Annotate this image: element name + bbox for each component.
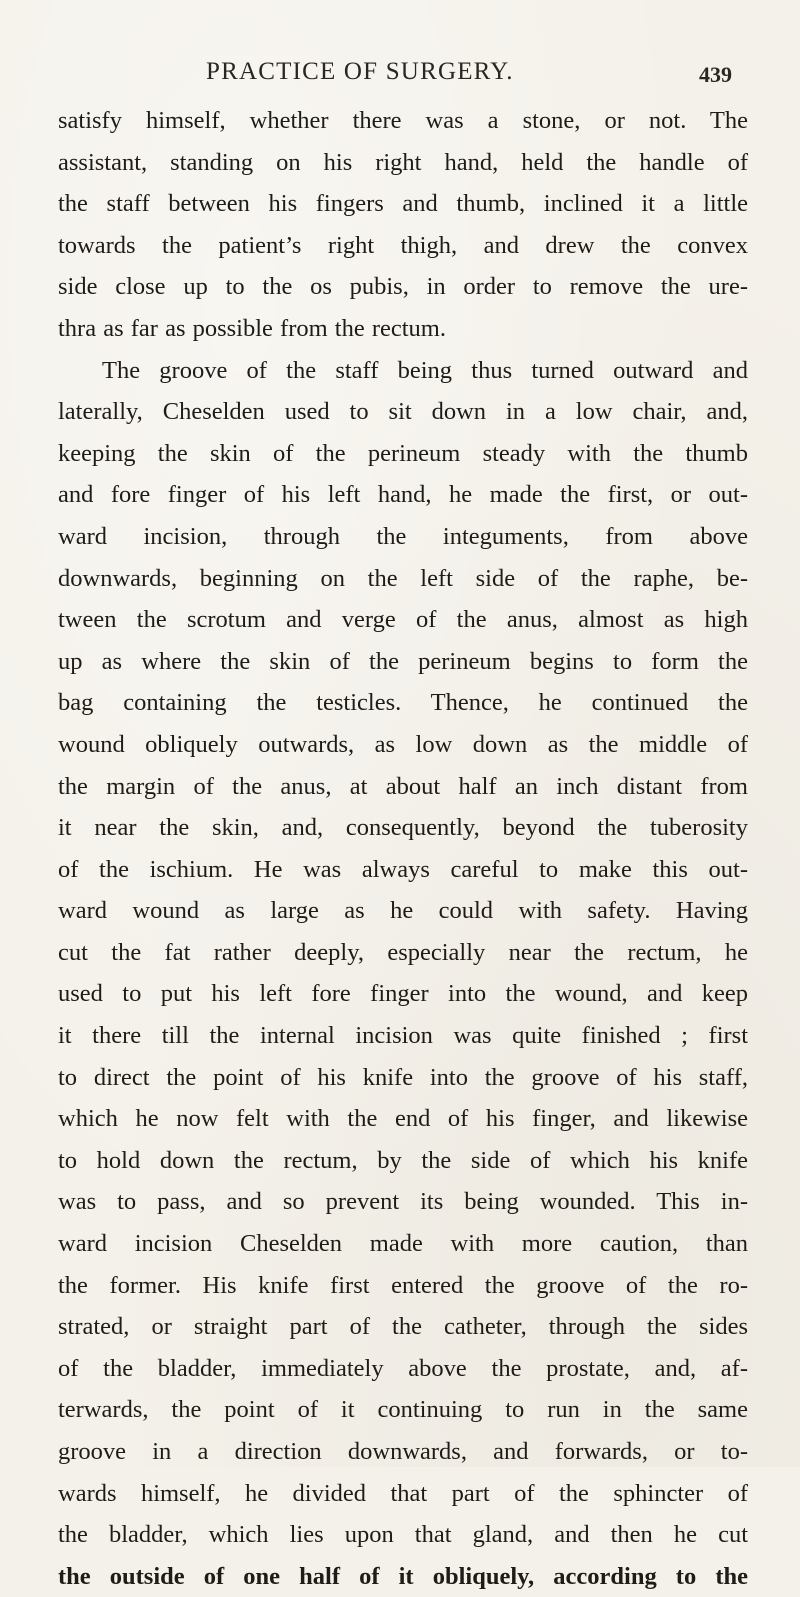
text-line: satisfy himself, whether there was a stone, or not. The xyxy=(58,107,748,134)
text-line: thra as far as possible from the rectum. xyxy=(58,314,446,342)
text-line: it near the skin, and, consequently, beyond the tuberosity xyxy=(58,814,748,842)
text-line: it there till the internal incision was quite finished ; first xyxy=(58,1022,748,1050)
text-line: strated, or straight part of the catheter, through the sides xyxy=(58,1313,748,1341)
text-line: wards himself, he divided that part of the sphincter of xyxy=(58,1479,748,1507)
text-line: tween the scrotum and verge of the anus, almost as high xyxy=(58,606,748,634)
running-head xyxy=(0,18,800,87)
text-line: ward incision Cheselden made with more caution, than xyxy=(58,1230,748,1258)
text-line: assistant, standing on his right hand, held the handle of xyxy=(58,148,748,176)
text-line: cut the fat rather deeply, especially near the rectum, he xyxy=(58,938,748,966)
text-line: to direct the point of his knife into the groove of his staff, xyxy=(58,1063,748,1091)
text-line: of the ischium. He was always careful to make this out- xyxy=(58,855,748,883)
text-line: towards the patient’s right thigh, and drew the convex xyxy=(58,231,748,259)
text-line: ward incision, through the integuments, from above xyxy=(58,522,748,550)
running-title: PRACTICE OF SURGERY. xyxy=(206,58,514,85)
text-line: bag containing the testicles. Thence, he continued the xyxy=(58,689,748,717)
text-line: wound obliquely outwards, as low down as the middle of xyxy=(58,730,748,758)
text-line: the staff between his fingers and thumb, inclined it a little xyxy=(58,190,748,218)
text-line: keeping the skin of the perineum steady with the thumb xyxy=(58,439,748,467)
text-line: the bladder, which lies upon that gland, and then he cut xyxy=(58,1521,748,1549)
text-line: was to pass, and so prevent its being wounded. This in- xyxy=(58,1188,748,1216)
page-number: 439 xyxy=(699,62,732,87)
text-line: terwards, the point of it continuing to run in the same xyxy=(58,1396,748,1424)
text-line: ward wound as large as he could with safety. Having xyxy=(58,897,748,925)
text-line: and fore finger of his left hand, he made the first, or out- xyxy=(58,481,748,509)
text-line: which he now felt with the end of his finger, and likewise xyxy=(58,1105,748,1133)
text-line: to hold down the rectum, by the side of which his knife xyxy=(58,1146,748,1174)
text-line: The groove of the staff being thus turned outward and xyxy=(102,356,748,384)
text-line: used to put his left fore finger into the wound, and keep xyxy=(58,980,748,1008)
text-line: downwards, beginning on the left side of the raphe, be- xyxy=(58,564,748,592)
text-line: the former. His knife first entered the groove of the ro- xyxy=(58,1271,748,1299)
text-line: up as where the skin of the perineum begins to form the xyxy=(58,647,748,675)
text-line: laterally, Cheselden used to sit down in a low chair, and, xyxy=(58,398,748,426)
text-line: groove in a direction downwards, and forwards, or to- xyxy=(58,1438,748,1465)
text-line: side close up to the os pubis, in order to remove the ure- xyxy=(58,273,748,301)
text-line: the margin of the anus, at about half an inch distant from xyxy=(58,772,748,800)
text-line: of the bladder, immediately above the prostate, and, af- xyxy=(58,1354,748,1382)
body-text xyxy=(58,100,748,1597)
text-line: the outside of one half of it obliquely, according to the xyxy=(58,1562,748,1590)
